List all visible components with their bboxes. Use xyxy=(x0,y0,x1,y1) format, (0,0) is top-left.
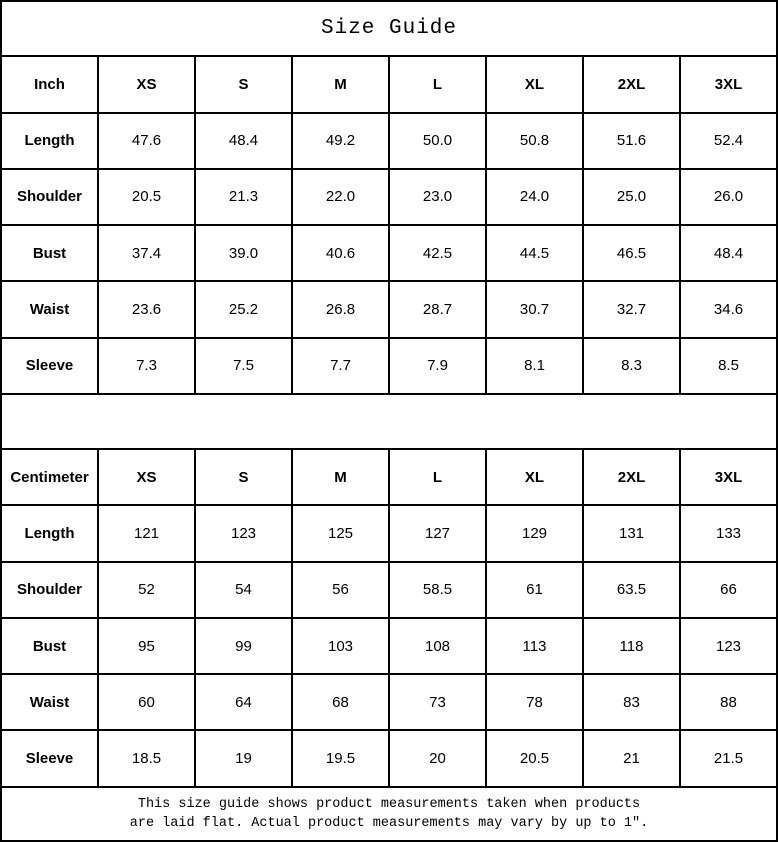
spacer-row xyxy=(1,394,777,449)
measurement-value: 123 xyxy=(680,618,777,674)
measurement-value: 56 xyxy=(292,562,389,618)
page-title: Size Guide xyxy=(1,1,777,56)
measurement-value: 118 xyxy=(583,618,680,674)
measurement-value: 78 xyxy=(486,674,583,730)
measurement-value: 103 xyxy=(292,618,389,674)
inch-table xyxy=(1,56,777,394)
measurement-value: 7.9 xyxy=(389,338,486,394)
measurement-value: 108 xyxy=(389,618,486,674)
measurement-row xyxy=(1,113,777,169)
size-column-header: S xyxy=(195,449,292,505)
size-column-header: 3XL xyxy=(680,449,777,505)
unit-header: Inch xyxy=(1,56,98,112)
measurement-row xyxy=(1,225,777,281)
table-spacer xyxy=(1,394,777,449)
measurement-value: 54 xyxy=(195,562,292,618)
measurement-value: 66 xyxy=(680,562,777,618)
measurement-value: 26.8 xyxy=(292,281,389,337)
measurement-value: 20 xyxy=(389,730,486,786)
measurement-value: 125 xyxy=(292,505,389,561)
measurement-value: 64 xyxy=(195,674,292,730)
measurement-value: 18.5 xyxy=(98,730,195,786)
measurement-value: 37.4 xyxy=(98,225,195,281)
measurement-row xyxy=(1,338,777,394)
measurement-value: 30.7 xyxy=(486,281,583,337)
measurement-value: 49.2 xyxy=(292,113,389,169)
measurement-row-label: Waist xyxy=(1,281,98,337)
size-column-header: XS xyxy=(98,449,195,505)
measurement-value: 121 xyxy=(98,505,195,561)
size-column-header: XL xyxy=(486,449,583,505)
measurement-value: 21 xyxy=(583,730,680,786)
measurement-row-label: Sleeve xyxy=(1,730,98,786)
measurement-value: 32.7 xyxy=(583,281,680,337)
measurement-row xyxy=(1,562,777,618)
measurement-value: 52 xyxy=(98,562,195,618)
measurement-value: 8.1 xyxy=(486,338,583,394)
footer-line-1: This size guide shows product measurements taken when products xyxy=(137,796,641,812)
size-column-header: S xyxy=(195,56,292,112)
measurement-value: 60 xyxy=(98,674,195,730)
size-column-header: 2XL xyxy=(583,449,680,505)
measurement-value: 68 xyxy=(292,674,389,730)
measurement-value: 46.5 xyxy=(583,225,680,281)
measurement-value: 113 xyxy=(486,618,583,674)
size-header-row xyxy=(1,56,777,112)
measurement-value: 123 xyxy=(195,505,292,561)
measurement-value: 19.5 xyxy=(292,730,389,786)
measurement-value: 25.2 xyxy=(195,281,292,337)
measurement-value: 131 xyxy=(583,505,680,561)
measurement-value: 44.5 xyxy=(486,225,583,281)
measurement-value: 63.5 xyxy=(583,562,680,618)
measurement-value: 50.8 xyxy=(486,113,583,169)
measurement-value: 25.0 xyxy=(583,169,680,225)
measurement-value: 23.0 xyxy=(389,169,486,225)
measurement-row-label: Length xyxy=(1,505,98,561)
measurement-value: 127 xyxy=(389,505,486,561)
measurement-value: 7.7 xyxy=(292,338,389,394)
measurement-value: 20.5 xyxy=(486,730,583,786)
measurement-value: 73 xyxy=(389,674,486,730)
size-column-header: 2XL xyxy=(583,56,680,112)
measurement-value: 133 xyxy=(680,505,777,561)
measurement-row-label: Shoulder xyxy=(1,169,98,225)
measurement-value: 83 xyxy=(583,674,680,730)
measurement-value: 95 xyxy=(98,618,195,674)
measurement-row xyxy=(1,505,777,561)
measurement-value: 23.6 xyxy=(98,281,195,337)
centimeter-table xyxy=(1,449,777,787)
measurement-value: 48.4 xyxy=(680,225,777,281)
measurement-value: 51.6 xyxy=(583,113,680,169)
measurement-value: 26.0 xyxy=(680,169,777,225)
measurement-value: 7.5 xyxy=(195,338,292,394)
size-column-header: M xyxy=(292,449,389,505)
measurement-value: 21.5 xyxy=(680,730,777,786)
measurement-value: 8.5 xyxy=(680,338,777,394)
measurement-value: 88 xyxy=(680,674,777,730)
measurement-row xyxy=(1,730,777,786)
measurement-row-label: Bust xyxy=(1,225,98,281)
size-header-row xyxy=(1,449,777,505)
measurement-value: 99 xyxy=(195,618,292,674)
measurement-value: 47.6 xyxy=(98,113,195,169)
measurement-value: 28.7 xyxy=(389,281,486,337)
size-column-header: M xyxy=(292,56,389,112)
measurement-value: 50.0 xyxy=(389,113,486,169)
measurement-value: 129 xyxy=(486,505,583,561)
measurement-value: 48.4 xyxy=(195,113,292,169)
footer-note xyxy=(1,787,777,841)
measurement-value: 24.0 xyxy=(486,169,583,225)
measurement-value: 52.4 xyxy=(680,113,777,169)
measurement-value: 61 xyxy=(486,562,583,618)
footer-row xyxy=(1,787,777,841)
size-column-header: XS xyxy=(98,56,195,112)
title-row xyxy=(1,1,777,56)
measurement-row-label: Waist xyxy=(1,674,98,730)
measurement-row-label: Bust xyxy=(1,618,98,674)
measurement-row-label: Shoulder xyxy=(1,562,98,618)
measurement-value: 20.5 xyxy=(98,169,195,225)
measurement-value: 58.5 xyxy=(389,562,486,618)
measurement-value: 40.6 xyxy=(292,225,389,281)
size-column-header: 3XL xyxy=(680,56,777,112)
measurement-row xyxy=(1,618,777,674)
unit-header: Centimeter xyxy=(1,449,98,505)
measurement-value: 42.5 xyxy=(389,225,486,281)
measurement-value: 22.0 xyxy=(292,169,389,225)
measurement-value: 8.3 xyxy=(583,338,680,394)
measurement-row-label: Length xyxy=(1,113,98,169)
measurement-row xyxy=(1,281,777,337)
size-column-header: XL xyxy=(486,56,583,112)
size-column-header: L xyxy=(389,449,486,505)
measurement-value: 19 xyxy=(195,730,292,786)
measurement-value: 7.3 xyxy=(98,338,195,394)
measurement-value: 21.3 xyxy=(195,169,292,225)
measurement-row-label: Sleeve xyxy=(1,338,98,394)
size-column-header: L xyxy=(389,56,486,112)
footer-line-2: are laid flat. Actual product measurements may vary by up to 1″. xyxy=(129,815,649,831)
measurement-value: 39.0 xyxy=(195,225,292,281)
measurement-row xyxy=(1,169,777,225)
measurement-row xyxy=(1,674,777,730)
measurement-value: 34.6 xyxy=(680,281,777,337)
